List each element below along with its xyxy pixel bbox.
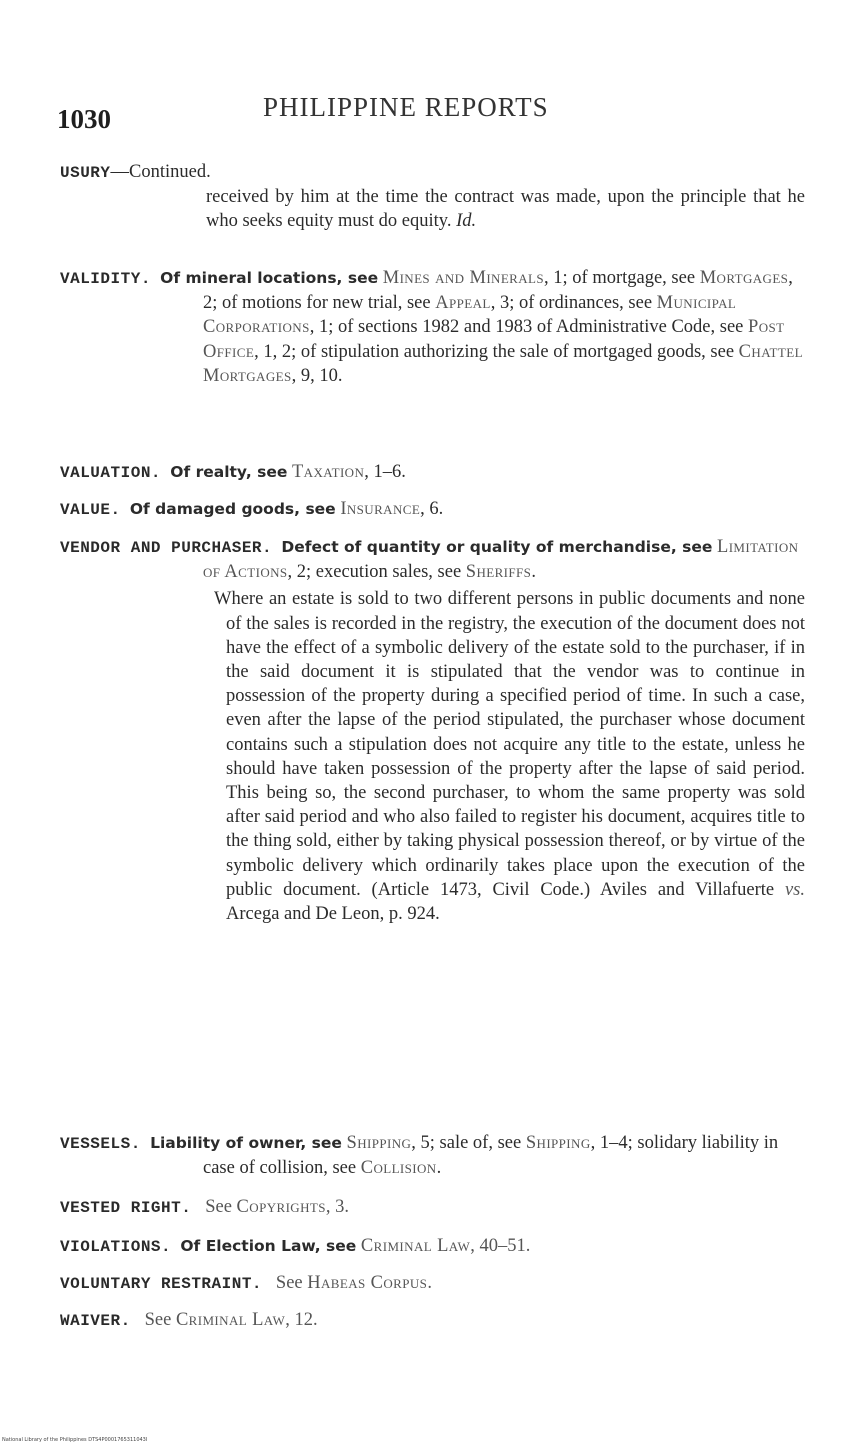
valuation-part-1: Of realty, see (170, 463, 288, 481)
vendor-part-1: Defect of quantity or quality of merchandise, see (281, 538, 713, 556)
keyword-validity: VALIDITY. (60, 270, 151, 288)
page-header (57, 92, 797, 142)
entry-usury (60, 160, 805, 234)
validity-part-7: , 9, 10. (291, 365, 343, 386)
ref-criminal-law-2: Criminal Law (175, 1310, 286, 1330)
entry-vessels-text (60, 1131, 805, 1180)
violations-part-1: Of Election Law, see (180, 1237, 357, 1255)
vessels-part-1: Liability of owner, see (150, 1134, 342, 1152)
ref-mortgages: Mortgages (699, 268, 789, 288)
validity-part-4: , 3; of ordinances, see (490, 293, 653, 314)
ref-limitation-of-actions: Limitation of Actions (203, 537, 799, 583)
keyword-voluntary-restraint: VOLUNTARY RESTRAINT. (60, 1275, 263, 1293)
violations-part-2: , 40–51. (470, 1236, 531, 1256)
running-title: PHILIPPINE REPORTS (263, 92, 549, 122)
keyword-vendor-and-purchaser: VENDOR AND PURCHASER. (60, 539, 273, 557)
ref-criminal-law-1: Criminal Law (360, 1236, 471, 1256)
keyword-usury: USURY (60, 164, 111, 182)
waiver-part-1: See (144, 1310, 172, 1330)
ref-municipal-corporations: Municipal Corporations (203, 293, 737, 338)
valuation-part-2: , 1–6. (364, 462, 406, 482)
validity-part-6: , 1, 2; of stipulation authorizing the sale of mortgaged goods, see (254, 341, 735, 362)
waiver-part-2: , 12. (285, 1310, 318, 1330)
vendor-vs: vs. (784, 879, 806, 900)
entry-usury-heading (60, 162, 211, 182)
entry-value (60, 497, 805, 522)
vested-right-part-2: , 3. (325, 1197, 349, 1217)
keyword-violations: VIOLATIONS. (60, 1238, 172, 1256)
vendor-part-2: , 2; execution sales, see (287, 562, 462, 583)
entry-vendor-body (206, 587, 805, 926)
vessels-part-4: . (436, 1158, 442, 1179)
entry-vendor-heading-text (60, 535, 805, 584)
validity-part-2: , 1; of mortgage, see (544, 268, 696, 288)
entry-vessels (60, 1131, 805, 1180)
value-part-2: , 6. (420, 499, 444, 519)
entry-voluntary-restraint (60, 1271, 805, 1296)
ref-mines-and-minerals: Mines and Minerals (382, 268, 545, 288)
keyword-vested-right: VESTED RIGHT. (60, 1199, 192, 1217)
entry-valuation (60, 460, 805, 485)
page-number: 1030 (57, 104, 111, 134)
ref-chattel-mortgages: Chattel Mortgages (203, 341, 803, 386)
voluntary-restraint-part-2: . (427, 1273, 432, 1293)
entry-violations (60, 1234, 805, 1259)
vested-right-part-1: See (205, 1197, 232, 1217)
entry-vendor-and-purchaser (60, 535, 805, 926)
keyword-waiver: WAIVER. (60, 1312, 131, 1330)
scan-footer: National Library of the Philippines DTS4P0001765311043I (2, 1437, 148, 1443)
ref-sheriffs: Sheriffs (465, 562, 532, 583)
usury-body: received by him at the time the contract was made, upon the principle that he who seeks equity must do equity. (206, 187, 805, 232)
vendor-part-3: . (531, 562, 536, 583)
validity-part-5: , 1; of sections 1982 and 1983 of Administrative Code, see (309, 317, 744, 338)
keyword-value: VALUE. (60, 501, 121, 519)
vessels-part-3: , 1–4; solidary liability in case of collision, see (203, 1133, 779, 1179)
entry-usury-text (206, 185, 805, 233)
keyword-valuation: VALUATION. (60, 464, 162, 482)
validity-part-3: , 2; of motions for new trial, see (203, 268, 793, 314)
entry-validity (60, 266, 805, 388)
ref-insurance: Insurance (340, 499, 421, 519)
entry-waiver (60, 1308, 805, 1333)
validity-part-1: Of mineral locations, see (160, 269, 379, 287)
keyword-vessels: VESSELS. (60, 1135, 141, 1153)
usury-citation: Id. (456, 211, 477, 232)
ref-post-office: Post Office (203, 317, 785, 362)
continued-label: —Continued. (110, 162, 211, 182)
ref-copyrights: Copyrights (236, 1197, 326, 1217)
vendor-body-text: Where an estate is sold to two different persons in public documents and none of the sales is recorded in the registry, the execution of the document does not have the effect of a symbolic delivery of the estate sold to the purchaser, if in the said document it is stipulated that the vendor was to continue in possession of the property during a specified period of time. In such a case, even after the lapse of the period stipulated, the purchaser whose document contains such a stipulation does not acquire any title to the estate, unless he should have taken possession of the property after the lapse of said period. This being so, the second purchaser, to whom the same property was sold after said period and who also failed to register his document, acquires title to the thing sold, either by taking physical possession thereof, or by virtue of the symbolic delivery which ordinarily takes place upon the execution of the public document. (Article 1473, Civil Code.) Aviles and Villafuerte (214, 589, 805, 900)
ref-appeal: Appeal (435, 293, 491, 314)
vendor-body-end: Arcega and De Leon, p. 924. (226, 904, 440, 925)
ref-taxation: Taxation (291, 462, 365, 482)
ref-habeas-corpus: Habeas Corpus (307, 1273, 428, 1293)
vessels-part-2: , 5; sale of, see (411, 1133, 522, 1153)
ref-collision: Collision (360, 1158, 437, 1179)
entry-vested-right (60, 1195, 805, 1220)
entry-validity-text (60, 266, 805, 388)
voluntary-restraint-part-1: See (275, 1273, 303, 1293)
value-part-1: Of damaged goods, see (129, 500, 336, 518)
ref-shipping-2: Shipping (525, 1133, 591, 1153)
ref-shipping-1: Shipping (346, 1133, 412, 1153)
